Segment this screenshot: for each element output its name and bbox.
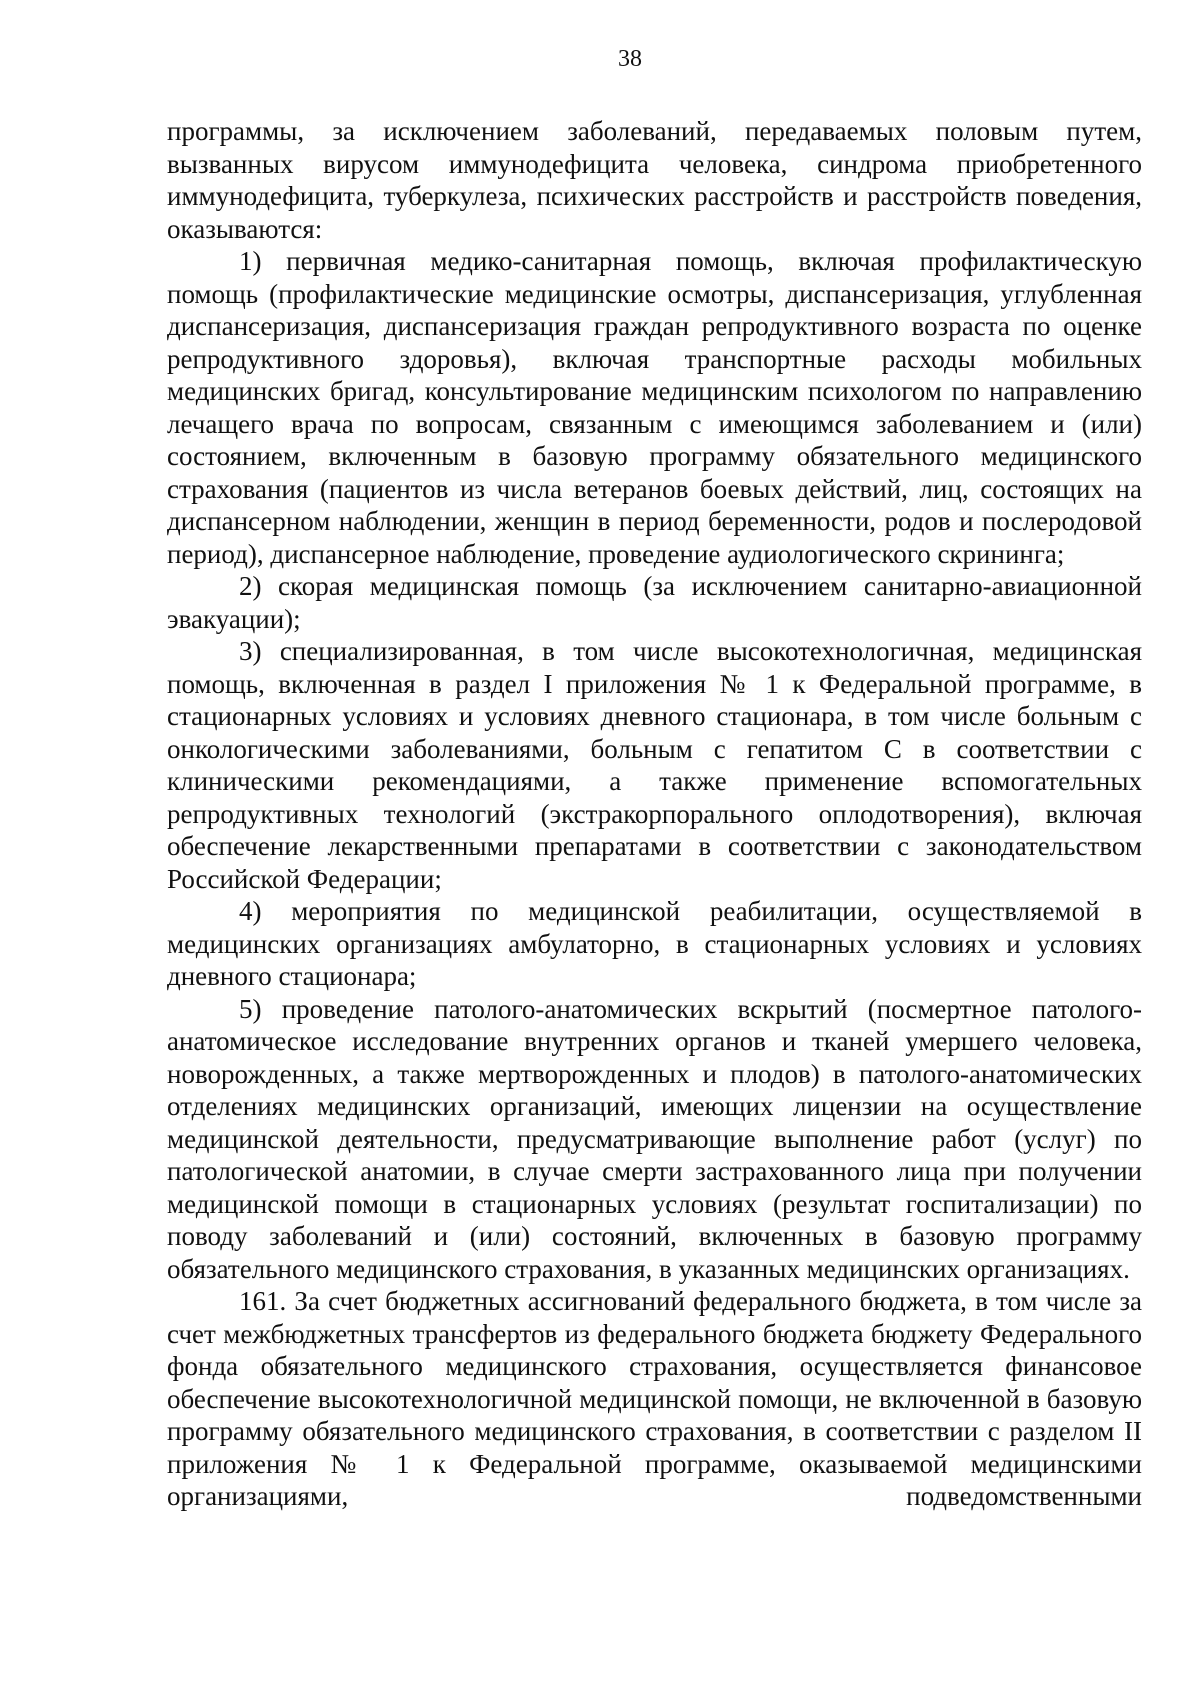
paragraph-continuation: программы, за исключением заболеваний, передаваемых половым путем, вызванных вирусом иммунодефицита человека, синдрома приобретенного иммунодефицита, туберкулеза, психических расстройств и расстройств поведения, оказываются: [167, 116, 1142, 244]
document-body [167, 115, 1142, 1513]
paragraph-item-4: 4) мероприятия по медицинской реабилитации, осуществляемой в медицинских организациях амбулаторно, в стационарных условиях и условиях дневного стационара; [167, 896, 1142, 991]
paragraph-item-1: 1) первичная медико-санитарная помощь, включая профилактическую помощь (профилактические медицинские осмотры, диспансеризация, углубленная диспансеризация, диспансеризация граждан репродуктивного возраста по оценке репродуктивного здоровья), включая транспортные расходы мобильных медицинских бригад, консультирование медицинским психологом по направлению лечащего врача по вопросам, связанным с имеющимся заболеванием и (или) состоянием, включенным в базовую программу обязательного медицинского страхования (пациентов из числа ветеранов боевых действий, лиц, состоящих на диспансерном наблюдении, женщин в период беременности, родов и послеродовой период), диспансерное наблюдение, проведение аудиологического скрининга; [167, 246, 1142, 569]
paragraph-item-3: 3) специализированная, в том числе высокотехнологичная, медицинская помощь, включенная в раздел I приложения № 1 к Федеральной программе, в стационарных условиях и условиях дневного стационара, в том числе больным с онкологическими заболеваниями, больным с гепатитом С в соответствии с клиническими рекомендациями, а также применение вспомогательных репродуктивных технологий (экстракорпорального оплодотворения), включая обеспечение лекарственными препаратами в соответствии с законодательством Российской Федерации; [167, 636, 1142, 894]
paragraph-item-2: 2) скорая медицинская помощь (за исключением санитарно-авиационной эвакуации); [167, 571, 1142, 634]
paragraph-item-5: 5) проведение патолого-анатомических вскрытий (посмертное патолого-анатомическое исследование внутренних органов и тканей умершего человека, новорожденных, а также мертворожденных и плодов) в патолого-анатомических отделениях медицинских организаций, имеющих лицензии на осуществление медицинской деятельности, предусматривающие выполнение работ (услуг) по патологической анатомии, в случае смерти застрахованного лица при получении медицинской помощи в стационарных условиях (результат госпитализации) по поводу заболеваний и (или) состояний, включенных в базовую программу обязательного медицинского страхования, в указанных медицинских организациях. [167, 993, 1142, 1284]
paragraph-161: 161. За счет бюджетных ассигнований федерального бюджета, в том числе за счет межбюджетных трансфертов из федерального бюджета бюджету Федерального фонда обязательного медицинского страхования, осуществляется финансовое обеспечение высокотехнологичной медицинской помощи, не включенной в базовую программу обязательного медицинского страхования, в соответствии с разделом II приложения № 1 к Федеральной программе, оказываемой медицинскими организациями, подведомственными [167, 1286, 1142, 1511]
page-number: 38 [618, 46, 642, 72]
